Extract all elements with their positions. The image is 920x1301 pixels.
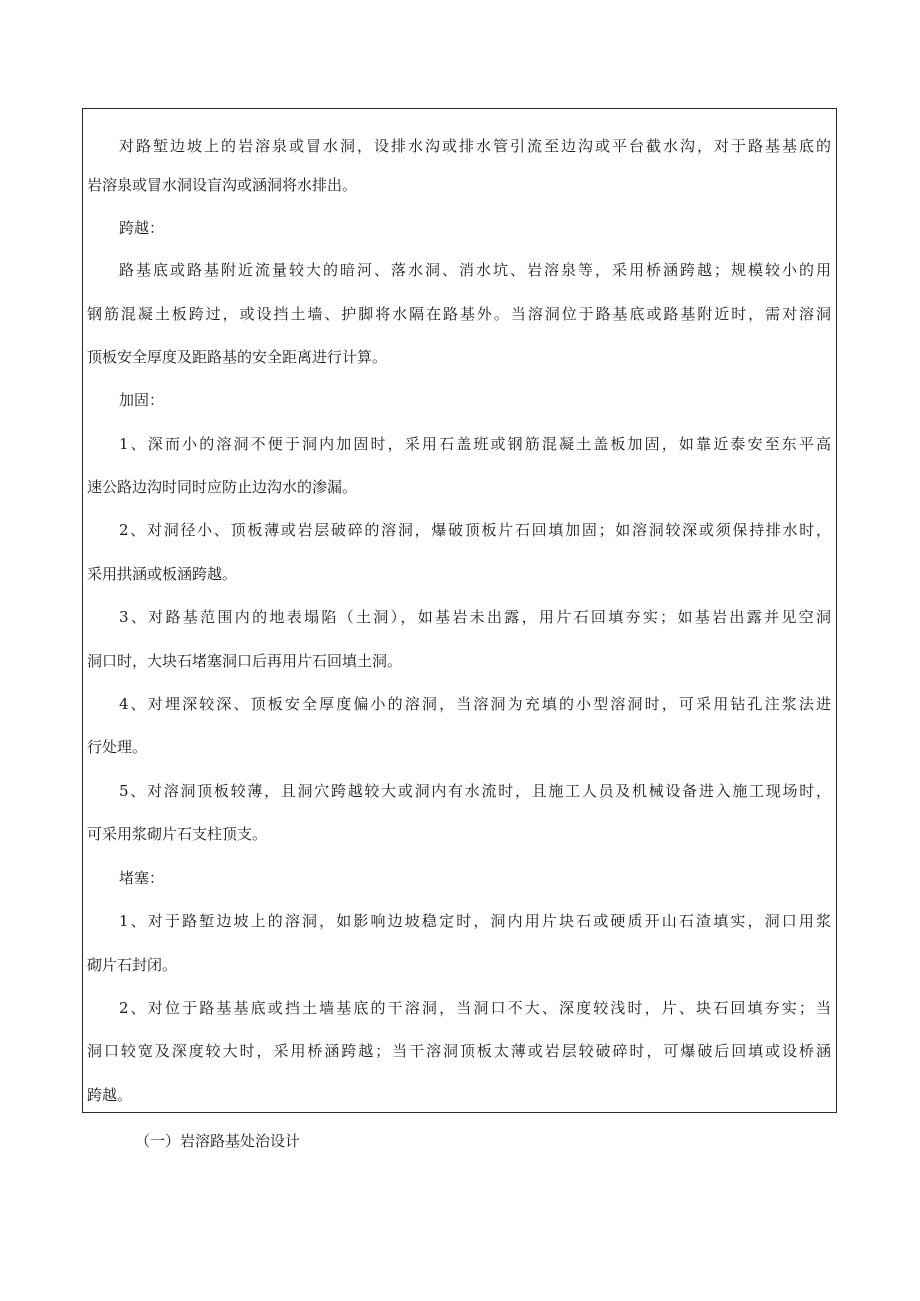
para-reinforce-2-line-1: 2、对洞径小、顶板薄或岩层破碎的溶洞，爆破顶板片石回填加固；如溶洞较深或须保持排水时， <box>119 521 831 539</box>
heading-reinforcement: 加固： <box>119 391 165 409</box>
para-crossing-line-2: 钢筋混凝土板跨过，或设挡土墙、护脚将水隔在路基外。当溶洞位于路基底或路基附近时，需对溶洞 <box>87 305 831 323</box>
para-reinforce-3-line-1: 3、对路基范围内的地表塌陷（土洞），如基岩未出露，用片石回填夯实；如基岩出露并见空洞 <box>119 608 831 626</box>
para-crossing-line-3: 顶板安全厚度及距路基的安全距离进行计算。 <box>87 348 388 366</box>
para-plug-1-line-2: 砌片石封闭。 <box>87 956 178 974</box>
para-reinforce-4-line-1: 4、对埋深较深、顶板安全厚度偏小的溶洞，当溶洞为充填的小型溶洞时，可采用钻孔注浆法进 <box>119 695 831 713</box>
para-drainage-line-1: 对路堑边坡上的岩溶泉或冒水洞，设排水沟或排水管引流至边沟或平台截水沟，对于路基基底的 <box>119 137 831 155</box>
para-crossing-line-1: 路基底或路基附近流量较大的暗河、落水洞、消水坑、岩溶泉等，采用桥涵跨越；规模较小的用 <box>119 261 831 279</box>
para-reinforce-1-line-2: 速公路边沟时同时应防止边沟水的渗漏。 <box>87 478 358 496</box>
para-plug-2-line-2: 洞口较宽及深度较大时，采用桥涵跨越；当干溶洞顶板太薄或岩层较破碎时，可爆破后回填或设桥涵 <box>87 1042 831 1060</box>
para-reinforce-5-line-2: 可采用浆砌片石支柱顶支。 <box>87 825 268 843</box>
para-reinforce-1-line-1: 1、深而小的溶洞不便于洞内加固时，采用石盖班或钢筋混凝土盖板加固，如靠近泰安至东平高 <box>119 435 831 453</box>
heading-crossing: 跨越： <box>119 219 165 237</box>
heading-plugging: 堵塞： <box>119 869 165 887</box>
para-reinforce-5-line-1: 5、对溶洞顶板较薄，且洞穴跨越较大或洞内有水流时，且施工人员及机械设备进入施工现场时， <box>119 782 831 800</box>
section-heading: （一）岩溶路基处治设计 <box>135 1132 301 1150</box>
para-reinforce-2-line-2: 采用拱涵或板涵跨越。 <box>87 565 238 583</box>
bordered-text-box <box>82 108 837 1113</box>
para-plug-1-line-1: 1、对于路堑边坡上的溶洞，如影响边坡稳定时，洞内用片块石或硬质开山石渣填实，洞口用浆 <box>119 912 831 930</box>
para-reinforce-3-line-2: 洞口时，大块石堵塞洞口后再用片石回填土洞。 <box>87 652 403 670</box>
para-reinforce-4-line-2: 行处理。 <box>87 738 148 756</box>
para-plug-2-line-1: 2、对位于路基基底或挡土墙基底的干溶洞，当洞口不大、深度较浅时，片、块石回填夯实；当 <box>119 999 831 1017</box>
para-drainage-line-2: 岩溶泉或冒水洞设盲沟或涵洞将水排出。 <box>87 176 358 194</box>
para-plug-2-line-3: 跨越。 <box>87 1086 133 1104</box>
